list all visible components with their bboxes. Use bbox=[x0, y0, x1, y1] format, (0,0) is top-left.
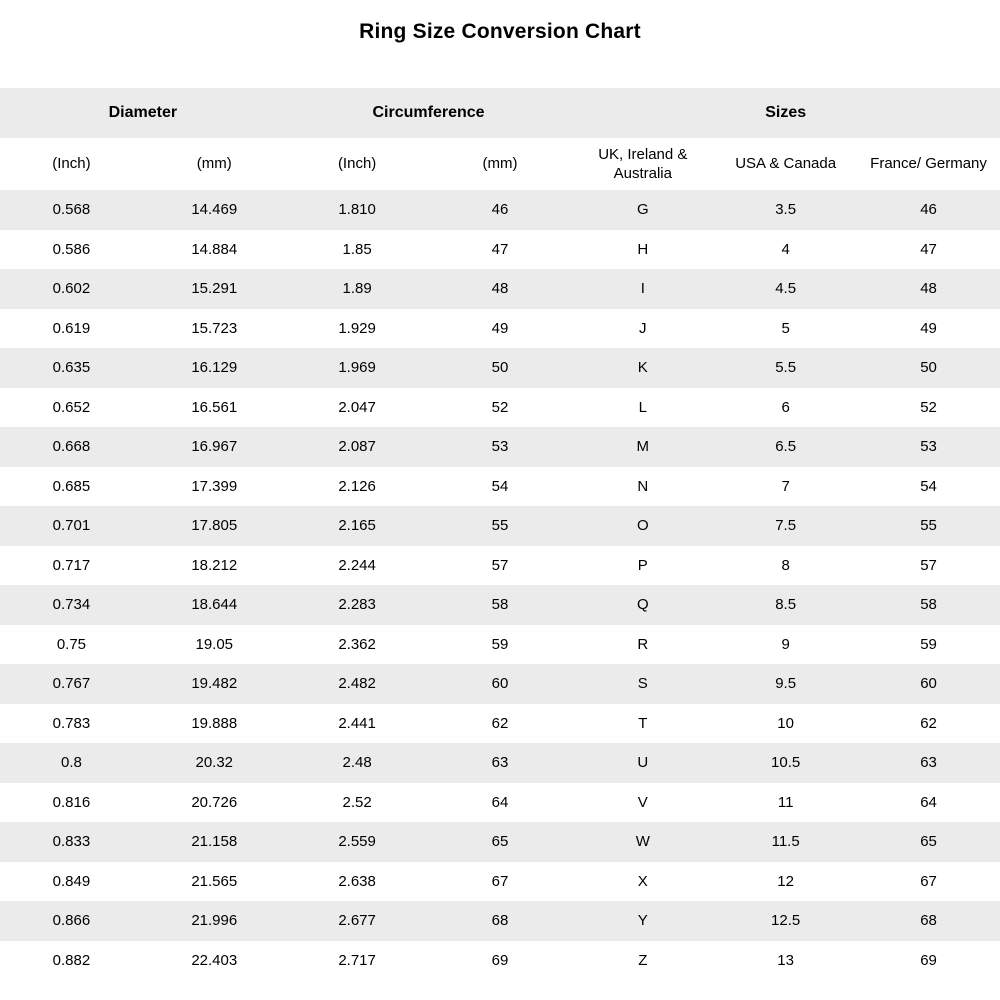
table-cell: 0.685 bbox=[0, 467, 143, 507]
table-cell: 0.866 bbox=[0, 901, 143, 941]
table-cell: 59 bbox=[857, 625, 1000, 665]
table-cell: 0.833 bbox=[0, 822, 143, 862]
table-cell: W bbox=[571, 822, 714, 862]
table-cell: 68 bbox=[857, 901, 1000, 941]
table-cell: 2.047 bbox=[286, 388, 429, 428]
table-cell: 6.5 bbox=[714, 427, 857, 467]
page-title: Ring Size Conversion Chart bbox=[359, 20, 641, 43]
table-head bbox=[0, 88, 1000, 190]
table-cell: 64 bbox=[429, 783, 572, 823]
table-cell: 2.087 bbox=[286, 427, 429, 467]
table-cell: U bbox=[571, 743, 714, 783]
table-cell: 12.5 bbox=[714, 901, 857, 941]
table-cell: 0.75 bbox=[0, 625, 143, 665]
table-cell: 2.165 bbox=[286, 506, 429, 546]
table-cell: T bbox=[571, 704, 714, 744]
table-row bbox=[0, 427, 1000, 467]
table-cell: 19.05 bbox=[143, 625, 286, 665]
table-row bbox=[0, 230, 1000, 270]
table-row bbox=[0, 822, 1000, 862]
table-cell: 59 bbox=[429, 625, 572, 665]
table-cell: 19.482 bbox=[143, 664, 286, 704]
table-cell: 10 bbox=[714, 704, 857, 744]
table-cell: 1.89 bbox=[286, 269, 429, 309]
table-row bbox=[0, 546, 1000, 586]
table-cell: 8.5 bbox=[714, 585, 857, 625]
table-cell: 22.403 bbox=[143, 941, 286, 981]
table-cell: 0.586 bbox=[0, 230, 143, 270]
table-cell: 63 bbox=[857, 743, 1000, 783]
table-cell: 16.967 bbox=[143, 427, 286, 467]
table-row bbox=[0, 190, 1000, 230]
table-row bbox=[0, 625, 1000, 665]
table-cell: 1.810 bbox=[286, 190, 429, 230]
table-row bbox=[0, 664, 1000, 704]
table-cell: 47 bbox=[429, 230, 572, 270]
table-row bbox=[0, 862, 1000, 902]
table-cell: 0.619 bbox=[0, 309, 143, 349]
table-row bbox=[0, 585, 1000, 625]
column-header-cell: (Inch) bbox=[0, 138, 143, 190]
table-cell: 2.677 bbox=[286, 901, 429, 941]
table-cell: Q bbox=[571, 585, 714, 625]
table-cell: 2.717 bbox=[286, 941, 429, 981]
table-cell: 57 bbox=[857, 546, 1000, 586]
table-row bbox=[0, 743, 1000, 783]
table-cell: 46 bbox=[429, 190, 572, 230]
table-row bbox=[0, 783, 1000, 823]
table-cell: 50 bbox=[429, 348, 572, 388]
table-cell: 16.561 bbox=[143, 388, 286, 428]
table-cell: 46 bbox=[857, 190, 1000, 230]
table-cell: P bbox=[571, 546, 714, 586]
column-header-cell: (Inch) bbox=[286, 138, 429, 190]
table-cell: 21.158 bbox=[143, 822, 286, 862]
table-cell: 53 bbox=[429, 427, 572, 467]
table-cell: 20.32 bbox=[143, 743, 286, 783]
table-cell: 3.5 bbox=[714, 190, 857, 230]
table-cell: J bbox=[571, 309, 714, 349]
table-row bbox=[0, 269, 1000, 309]
table-cell: 0.568 bbox=[0, 190, 143, 230]
table-cell: K bbox=[571, 348, 714, 388]
table-row bbox=[0, 309, 1000, 349]
table-cell: 5 bbox=[714, 309, 857, 349]
table-cell: 2.244 bbox=[286, 546, 429, 586]
table-cell: 0.849 bbox=[0, 862, 143, 902]
table-cell: 58 bbox=[857, 585, 1000, 625]
table-cell: 0.882 bbox=[0, 941, 143, 981]
table-cell: 5.5 bbox=[714, 348, 857, 388]
table-cell: 7 bbox=[714, 467, 857, 507]
table-cell: 49 bbox=[857, 309, 1000, 349]
table-cell: 18.644 bbox=[143, 585, 286, 625]
table-row bbox=[0, 348, 1000, 388]
table-cell: 63 bbox=[429, 743, 572, 783]
table-body bbox=[0, 190, 1000, 980]
table-cell: 2.441 bbox=[286, 704, 429, 744]
table-cell: 53 bbox=[857, 427, 1000, 467]
table-cell: 60 bbox=[857, 664, 1000, 704]
table-cell: 55 bbox=[429, 506, 572, 546]
table-cell: 9 bbox=[714, 625, 857, 665]
group-header-row bbox=[0, 88, 1000, 138]
table-cell: 69 bbox=[857, 941, 1000, 981]
table-cell: 18.212 bbox=[143, 546, 286, 586]
table-cell: 8 bbox=[714, 546, 857, 586]
table-cell: 48 bbox=[429, 269, 572, 309]
table-cell: 15.723 bbox=[143, 309, 286, 349]
group-header-cell: Sizes bbox=[571, 88, 1000, 138]
table-cell: 65 bbox=[857, 822, 1000, 862]
table-cell: 54 bbox=[857, 467, 1000, 507]
table-cell: 1.969 bbox=[286, 348, 429, 388]
table-cell: 14.469 bbox=[143, 190, 286, 230]
table-cell: 2.126 bbox=[286, 467, 429, 507]
table-cell: 16.129 bbox=[143, 348, 286, 388]
column-header-cell: USA & Canada bbox=[714, 138, 857, 190]
column-header-cell: (mm) bbox=[143, 138, 286, 190]
table-row bbox=[0, 506, 1000, 546]
table-cell: H bbox=[571, 230, 714, 270]
table-cell: 0.635 bbox=[0, 348, 143, 388]
table-cell: 14.884 bbox=[143, 230, 286, 270]
table-cell: 0.717 bbox=[0, 546, 143, 586]
table-cell: 67 bbox=[429, 862, 572, 902]
column-header-cell: (mm) bbox=[429, 138, 572, 190]
table-row bbox=[0, 467, 1000, 507]
table-cell: X bbox=[571, 862, 714, 902]
table-cell: 52 bbox=[857, 388, 1000, 428]
table-cell: 6 bbox=[714, 388, 857, 428]
table-cell: 20.726 bbox=[143, 783, 286, 823]
table-cell: R bbox=[571, 625, 714, 665]
table-cell: N bbox=[571, 467, 714, 507]
table-cell: 49 bbox=[429, 309, 572, 349]
table-cell: 58 bbox=[429, 585, 572, 625]
table-cell: M bbox=[571, 427, 714, 467]
column-header-cell: UK, Ireland & Australia bbox=[571, 138, 714, 190]
table-cell: S bbox=[571, 664, 714, 704]
table-cell: 0.8 bbox=[0, 743, 143, 783]
table-row bbox=[0, 704, 1000, 744]
table-cell: Y bbox=[571, 901, 714, 941]
table-cell: 11.5 bbox=[714, 822, 857, 862]
table-cell: 21.565 bbox=[143, 862, 286, 902]
table-cell: 2.362 bbox=[286, 625, 429, 665]
group-header-cell: Diameter bbox=[0, 88, 286, 138]
table-cell: 1.929 bbox=[286, 309, 429, 349]
table-cell: I bbox=[571, 269, 714, 309]
table-cell: 64 bbox=[857, 783, 1000, 823]
table-cell: 9.5 bbox=[714, 664, 857, 704]
table-cell: 0.783 bbox=[0, 704, 143, 744]
table-cell: 2.283 bbox=[286, 585, 429, 625]
column-header-row bbox=[0, 138, 1000, 190]
table-cell: 19.888 bbox=[143, 704, 286, 744]
table-cell: 50 bbox=[857, 348, 1000, 388]
table-cell: 2.482 bbox=[286, 664, 429, 704]
table-cell: 17.805 bbox=[143, 506, 286, 546]
table-cell: 0.652 bbox=[0, 388, 143, 428]
table-cell: 1.85 bbox=[286, 230, 429, 270]
table-cell: 48 bbox=[857, 269, 1000, 309]
table-cell: 21.996 bbox=[143, 901, 286, 941]
table-cell: 68 bbox=[429, 901, 572, 941]
table-cell: 47 bbox=[857, 230, 1000, 270]
table-row bbox=[0, 388, 1000, 428]
table-row bbox=[0, 941, 1000, 981]
table-cell: 0.668 bbox=[0, 427, 143, 467]
group-header-cell: Circumference bbox=[286, 88, 572, 138]
table-cell: 2.559 bbox=[286, 822, 429, 862]
table-cell: 0.734 bbox=[0, 585, 143, 625]
table-cell: 7.5 bbox=[714, 506, 857, 546]
table-cell: L bbox=[571, 388, 714, 428]
table-cell: 55 bbox=[857, 506, 1000, 546]
table-cell: V bbox=[571, 783, 714, 823]
table-cell: 11 bbox=[714, 783, 857, 823]
table-cell: 60 bbox=[429, 664, 572, 704]
column-header-cell: France/ Germany bbox=[857, 138, 1000, 190]
table-cell: 15.291 bbox=[143, 269, 286, 309]
table-cell: 2.638 bbox=[286, 862, 429, 902]
table-cell: 67 bbox=[857, 862, 1000, 902]
table-cell: 0.602 bbox=[0, 269, 143, 309]
table-cell: 4.5 bbox=[714, 269, 857, 309]
table-cell: 13 bbox=[714, 941, 857, 981]
table-cell: 0.816 bbox=[0, 783, 143, 823]
table-cell: 69 bbox=[429, 941, 572, 981]
table-cell: 10.5 bbox=[714, 743, 857, 783]
table-cell: 52 bbox=[429, 388, 572, 428]
conversion-table bbox=[0, 88, 1000, 980]
table-cell: 62 bbox=[429, 704, 572, 744]
table-cell: 12 bbox=[714, 862, 857, 902]
table-cell: 4 bbox=[714, 230, 857, 270]
table-row bbox=[0, 901, 1000, 941]
table-cell: 2.48 bbox=[286, 743, 429, 783]
table-cell: 2.52 bbox=[286, 783, 429, 823]
table-cell: 65 bbox=[429, 822, 572, 862]
table-cell: O bbox=[571, 506, 714, 546]
table-cell: 17.399 bbox=[143, 467, 286, 507]
table-cell: 54 bbox=[429, 467, 572, 507]
table-cell: G bbox=[571, 190, 714, 230]
table-cell: Z bbox=[571, 941, 714, 981]
table-cell: 57 bbox=[429, 546, 572, 586]
table-cell: 0.767 bbox=[0, 664, 143, 704]
table-cell: 62 bbox=[857, 704, 1000, 744]
table-cell: 0.701 bbox=[0, 506, 143, 546]
